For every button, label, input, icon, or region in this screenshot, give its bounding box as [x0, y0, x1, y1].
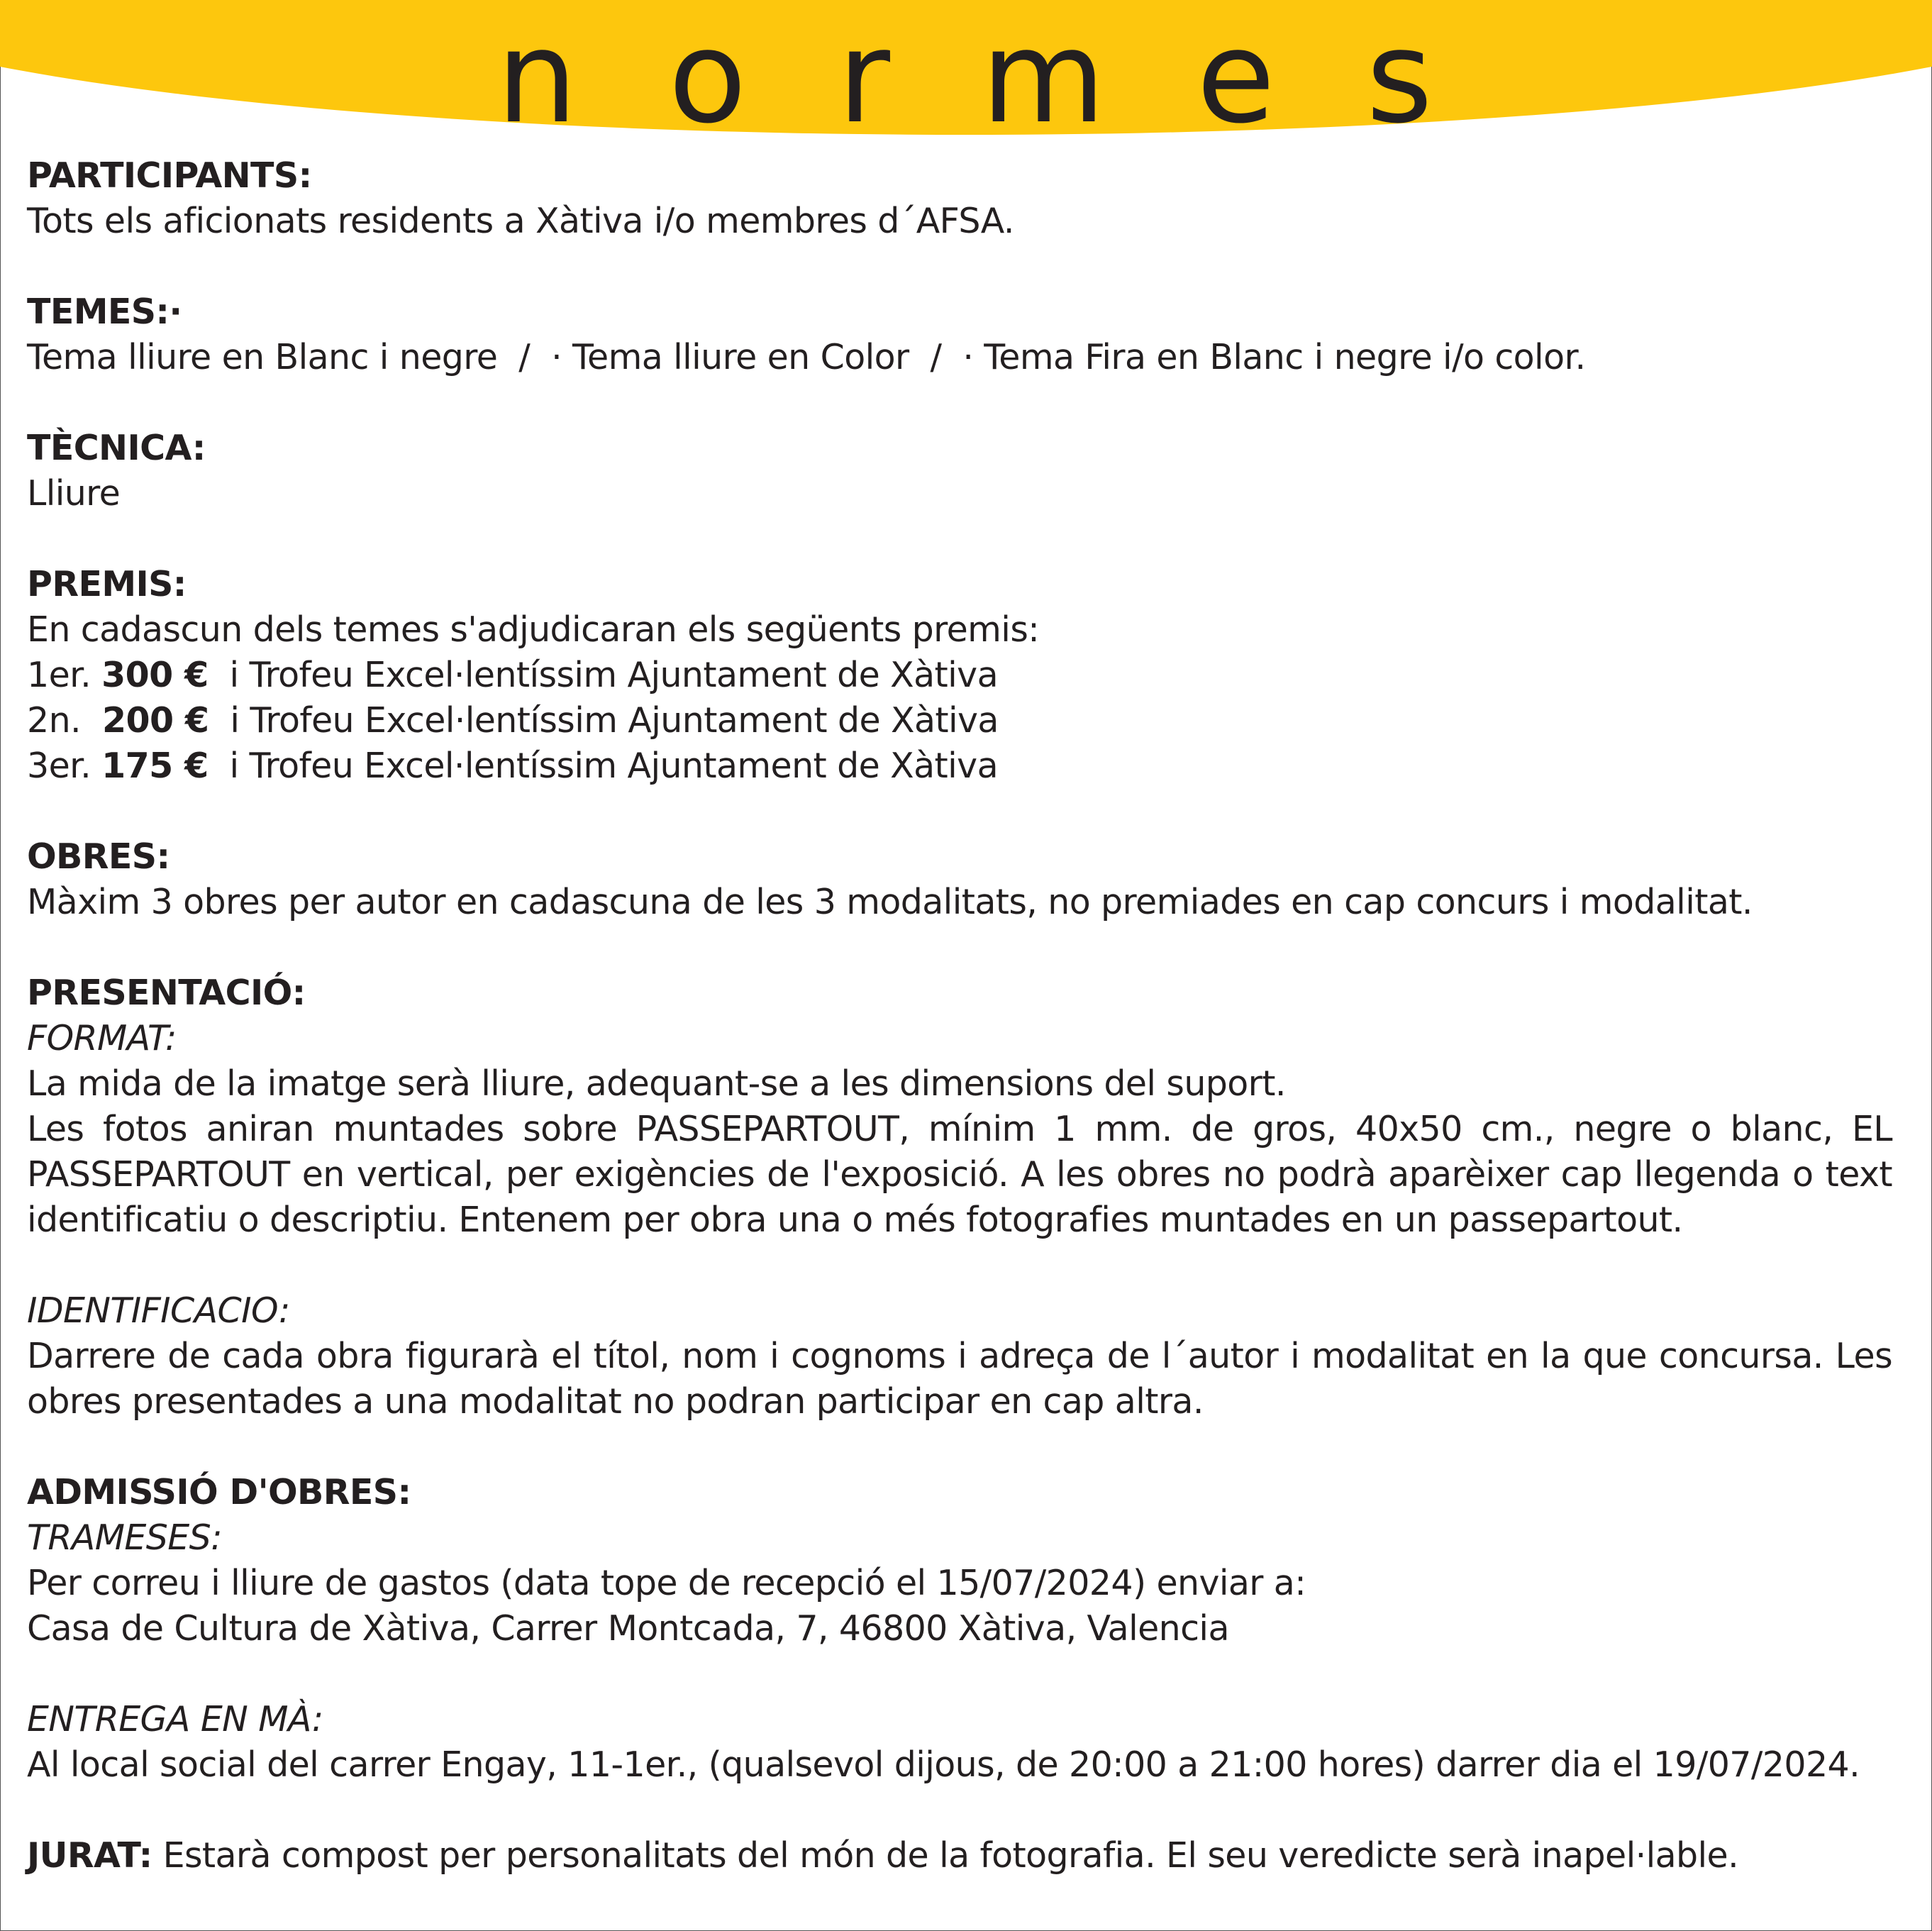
prize-desc: i Trofeu Excel·lentíssim Ajuntament de Xàtiva	[230, 700, 999, 741]
section-temes	[27, 289, 1892, 380]
prize-row	[27, 743, 1892, 789]
title-letter: r	[837, 4, 890, 152]
prize-desc: i Trofeu Excel·lentíssim Ajuntament de Xàtiva	[229, 655, 998, 695]
section-participants	[27, 153, 1892, 244]
prize-amount: 300 €	[101, 655, 209, 695]
subsection-label: FORMAT:	[27, 1018, 177, 1058]
prize-amount: 175 €	[101, 746, 209, 786]
section-text: Màxim 3 obres per autor en cadascuna de les 3 modalitats, no premiades en cap concurs i modalitat.	[27, 882, 1753, 922]
section-heading: TÈCNICA:	[27, 428, 206, 468]
section-heading: PARTICIPANTS:	[27, 155, 312, 196]
title-letter: n	[496, 4, 578, 152]
section-heading: PREMIS:	[27, 564, 187, 604]
subsection-label: IDENTIFICACIO:	[27, 1290, 290, 1331]
section-heading: TEMES:·	[27, 292, 182, 332]
section-text: Estarà compost per personalitats del món de la fotografia. El seu veredicte serà inapel·lable.	[162, 1835, 1739, 1876]
section-heading: PRESENTACIÓ:	[27, 973, 306, 1013]
prize-row	[27, 698, 1892, 743]
section-presentacio	[27, 970, 1892, 1424]
title-letter: o	[668, 4, 747, 152]
prize-row	[27, 653, 1892, 698]
subsection-label: ENTREGA EN MÀ:	[27, 1699, 323, 1739]
section-text: Per correu i lliure de gastos (data tope de recepció el 15/07/2024) enviar a:	[27, 1563, 1306, 1603]
section-text: Darrere de cada obra figurarà el títol, nom i cognoms i adreça de l´autor i modalitat en la que concursa. Les obres presentades a una modalitat no podran participar en cap altra.	[27, 1336, 1892, 1422]
section-text: Al local social del carrer Engay, 11-1er., (qualsevol dijous, de 20:00 a 21:00 hores) darrer dia el 19/07/2024.	[27, 1744, 1860, 1785]
section-jurat	[27, 1833, 1892, 1879]
section-heading: JURAT:	[27, 1835, 152, 1876]
prize-place: 3er.	[27, 746, 91, 786]
subsection-label: TRAMESES:	[27, 1517, 223, 1558]
section-text: Tots els aficionats residents a Xàtiva i/o membres d´AFSA.	[27, 201, 1014, 241]
rules-content	[27, 153, 1892, 1879]
page-title	[496, 4, 1433, 152]
prize-desc: i Trofeu Excel·lentíssim Ajuntament de Xàtiva	[229, 746, 998, 786]
section-text: La mida de la imatge serà lliure, adequant-se a les dimensions del suport.	[27, 1063, 1286, 1104]
title-letter: s	[1366, 4, 1433, 152]
section-obres	[27, 834, 1892, 925]
prize-place: 2n.	[27, 700, 82, 741]
section-heading: OBRES:	[27, 836, 170, 877]
title-letter: m	[981, 4, 1106, 152]
section-text: Casa de Cultura de Xàtiva, Carrer Montcada, 7, 46800 Xàtiva, Valencia	[27, 1608, 1229, 1649]
section-heading: ADMISSIÓ D'OBRES:	[27, 1472, 411, 1512]
prize-place: 1er.	[27, 655, 91, 695]
section-text: En cadascun dels temes s'adjudicaran els següents premis:	[27, 609, 1040, 650]
section-text: Lliure	[27, 473, 121, 514]
title-letter: e	[1197, 4, 1275, 152]
section-text: Tema lliure en Blanc i negre / · Tema lliure en Color / · Tema Fira en Blanc i negre i/o color.	[27, 337, 1586, 377]
section-admissio	[27, 1470, 1892, 1788]
prize-amount: 200 €	[101, 700, 209, 741]
section-premis	[27, 562, 1892, 789]
section-text: Les fotos aniran muntades sobre PASSEPARTOUT, mínim 1 mm. de gros, 40x50 cm., negre o blanc, EL PASSEPARTOUT en vertical, per exigències de l'exposició. A les obres no podrà aparèixer cap llegenda o text identificatiu o descriptiu. Entenem per obra una o més fotografies muntades en un passepartout.	[27, 1109, 1892, 1240]
section-tecnica	[27, 426, 1892, 516]
